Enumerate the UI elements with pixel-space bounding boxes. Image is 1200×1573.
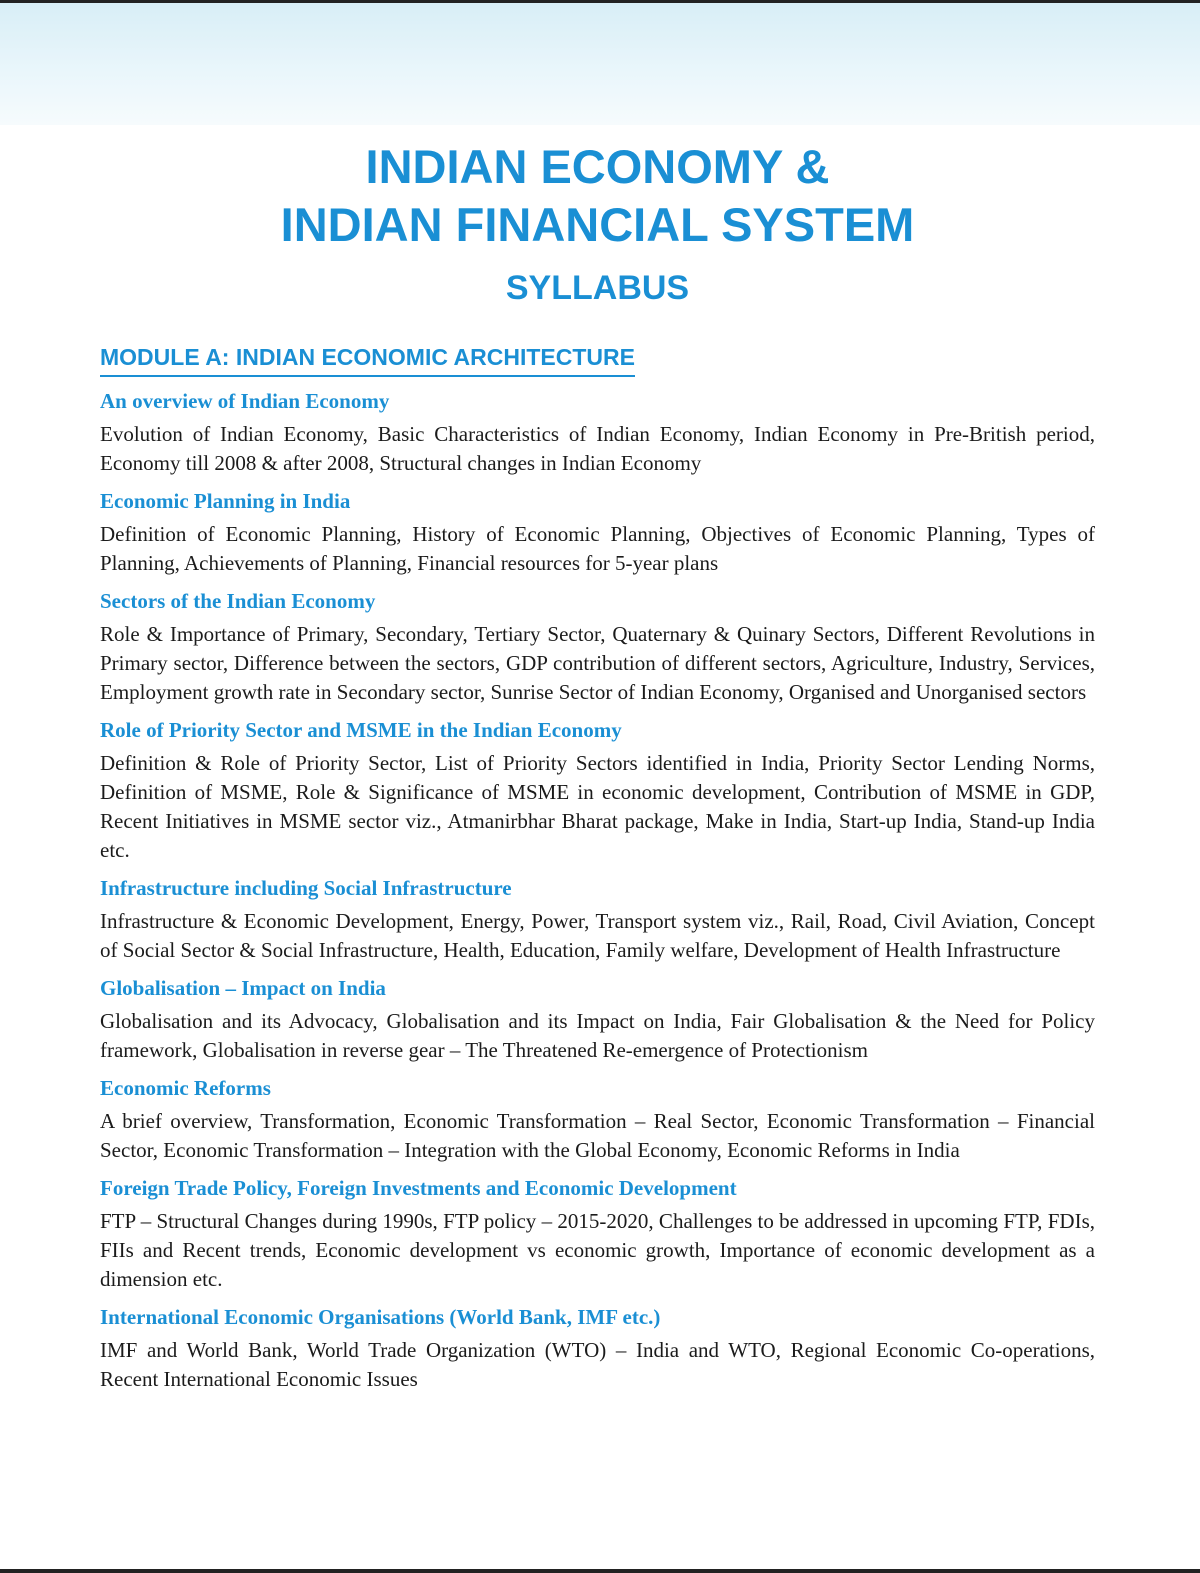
- topic-title: Economic Reforms: [100, 1076, 271, 1100]
- topic-section: [100, 587, 1095, 707]
- topic-section: [100, 1074, 1095, 1165]
- document-subtitle: SYLLABUS: [505, 269, 690, 307]
- topic-title: Sectors of the Indian Economy: [100, 589, 376, 613]
- topic-body: FTP – Structural Changes during 1990s, FTP policy – 2015-2020, Challenges to be addressed in upcoming FTP, FDIs, FIIs and Recent trends, Economic development vs economic growth, Importance of economic development as a dimension etc.: [100, 1209, 1095, 1291]
- topic-section: [100, 487, 1095, 578]
- topic-title: Economic Planning in India: [100, 489, 351, 513]
- topic-title: Infrastructure including Social Infrastructure: [100, 876, 512, 900]
- topic-title: An overview of Indian Economy: [100, 389, 390, 413]
- topic-section: [100, 387, 1095, 478]
- topic-section: [100, 1303, 1095, 1394]
- topic-title: International Economic Organisations (World Bank, IMF etc.): [100, 1305, 661, 1329]
- topic-section: [100, 874, 1095, 965]
- topic-title: Foreign Trade Policy, Foreign Investments and Economic Development: [100, 1176, 737, 1200]
- topic-body: Evolution of Indian Economy, Basic Characteristics of Indian Economy, Indian Economy in Pre-British period, Economy till 2008 & after 2008, Structural changes in Indian Economy: [100, 422, 1095, 475]
- syllabus-page: [100, 138, 1095, 1403]
- document-title: [100, 138, 1095, 254]
- topic-section: [100, 974, 1095, 1065]
- bottom-border-line: [0, 1569, 1200, 1573]
- topic-body: IMF and World Bank, World Trade Organization (WTO) – India and WTO, Regional Economic Co-operations, Recent International Economic Issues: [100, 1338, 1095, 1391]
- topic-body: Infrastructure & Economic Development, Energy, Power, Transport system viz., Rail, Road, Civil Aviation, Concept of Social Sector & Social Infrastructure, Health, Education, Family welfare, Development of Health Infrastructure: [100, 909, 1095, 962]
- topic-body: Globalisation and its Advocacy, Globalisation and its Impact on India, Fair Globalisation & the Need for Policy framework, Globalisation in reverse gear – The Threatened Re-emergence of Protectionism: [100, 1009, 1095, 1062]
- topic-section: [100, 716, 1095, 865]
- title-line-2: INDIAN FINANCIAL SYSTEM: [280, 198, 915, 251]
- topic-section: [100, 1174, 1095, 1294]
- topic-body: Role & Importance of Primary, Secondary, Tertiary Sector, Quaternary & Quinary Sectors, Different Revolutions in Primary sector, Difference between the sectors, GDP contribution of different sectors, Agriculture, Industry, Services, Employment growth rate in Secondary sector, Sunrise Sector of Indian Economy, Organised and Unorganised sectors: [100, 622, 1095, 704]
- topic-title: Role of Priority Sector and MSME in the Indian Economy: [100, 718, 622, 742]
- topic-body: Definition & Role of Priority Sector, List of Priority Sectors identified in India, Priority Sector Lending Norms, Definition of MSME, Role & Significance of MSME in economic development, Contribution of MSME in GDP, Recent Initiatives in MSME sector viz., Atmanirbhar Bharat package, Make in India, Start-up India, Stand-up India etc.: [100, 751, 1095, 862]
- header-band: [0, 3, 1200, 125]
- topic-title: Globalisation – Impact on India: [100, 976, 386, 1000]
- topic-body: A brief overview, Transformation, Economic Transformation – Real Sector, Economic Transformation – Financial Sector, Economic Transformation – Integration with the Global Economy, Economic Reforms in India: [100, 1109, 1095, 1162]
- title-line-1: INDIAN ECONOMY &: [365, 140, 830, 193]
- topic-body: Definition of Economic Planning, History of Economic Planning, Objectives of Economic Planning, Types of Planning, Achievements of Planning, Financial resources for 5-year plans: [100, 522, 1095, 575]
- module-heading: MODULE A: INDIAN ECONOMIC ARCHITECTURE: [100, 342, 635, 377]
